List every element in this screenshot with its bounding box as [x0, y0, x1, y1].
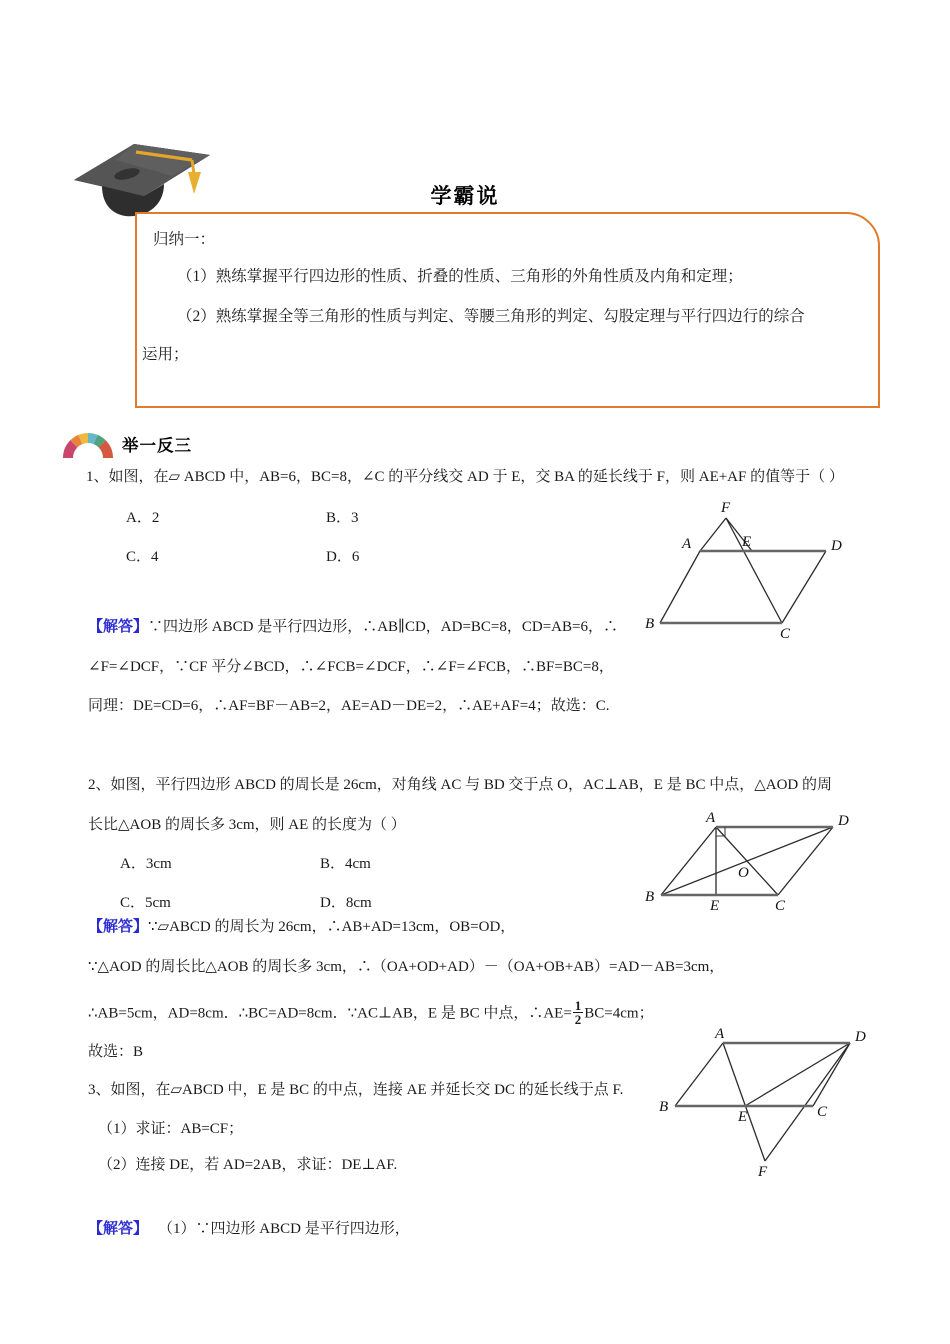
question-3-part-1: （1）求证：AB=CF；: [98, 1121, 244, 1137]
page-title: 学霸说: [430, 184, 500, 208]
figure-3-label-F: F: [758, 1164, 768, 1180]
question-1-option-c[interactable]: C．4: [126, 549, 159, 565]
graduation-cap-icon: [72, 138, 212, 218]
answer-label: 【解答】: [88, 919, 149, 935]
answer-label: 【解答】: [88, 619, 149, 635]
callout-heading: 归纳一：: [153, 231, 216, 248]
question-2-stem-line-2: 长比△AOB 的周长多 3cm，则 AE 的长度为（ ）: [88, 817, 406, 833]
question-1-solution-line-1: [88, 620, 618, 635]
summary-callout-box: [135, 212, 880, 408]
callout-item-2: （2）熟练掌握全等三角形的性质与判定、等腰三角形的判定、勾股定理与平行四边行的综合: [177, 308, 805, 325]
solution-text-part-a: ∴AB=5cm，AD=8cm．∴BC=AD=8cm．∵AC⊥AB，E 是 BC 中点，∴AE=: [88, 1005, 572, 1022]
question-2-option-b[interactable]: B．4cm: [320, 856, 371, 872]
question-2-option-a[interactable]: A．3cm: [120, 856, 172, 872]
question-1-option-a[interactable]: A．2: [126, 510, 160, 526]
question-1-solution-line-2: ∠F=∠DCF，∵CF 平分∠BCD，∴∠FCB=∠DCF，∴∠F=∠FCB，∴BF=BC=8，: [88, 659, 614, 675]
solution-text: ∵▱ABCD 的周长为 26cm，∴AB+AD=13cm，OB=OD，: [148, 919, 516, 935]
question-2-solution-line-2: ∵△AOD 的周长比△AOB 的周长多 3cm，∴（OA+OD+AD）－（OA+OB+AB）=AD－AB=3cm，: [88, 959, 725, 975]
question-1-solution-line-3: 同理：DE=CD=6，∴AF=BF－AB=2，AE=AD－DE=2，∴AE+AF=4；故选：C.: [88, 698, 610, 714]
callout-item-1: （1）熟练掌握平行四边形的性质、折叠的性质、三角形的外角性质及内角和定理；: [177, 268, 743, 285]
question-1-option-d[interactable]: D．6: [326, 549, 360, 565]
question-2-solution-line-3: [88, 999, 654, 1027]
figure-1-label-B: B: [645, 616, 655, 632]
callout-item-3: 运用；: [142, 346, 189, 363]
figure-1-label-D: D: [831, 538, 842, 554]
question-2-option-c[interactable]: C．5cm: [120, 895, 171, 911]
solution-text-part-b: BC=4cm；: [584, 1005, 654, 1022]
figure-3-label-A: A: [715, 1028, 725, 1042]
question-2-choice: 故选：B: [88, 1044, 144, 1060]
answer-label: 【解答】: [88, 1221, 149, 1237]
figure-3-label-D: D: [855, 1029, 866, 1045]
solution-text: （1）∵四边形 ABCD 是平行四边形，: [158, 1221, 410, 1237]
figure-1-label-F: F: [721, 500, 731, 516]
question-3-solution-line-1: [88, 1222, 410, 1237]
rainbow-arc-icon: [60, 430, 116, 460]
figure-1-label-E: E: [742, 534, 752, 550]
figure-2-label-O: O: [738, 865, 749, 881]
figure-2-label-B: B: [645, 889, 655, 905]
question-1-option-b[interactable]: B．3: [326, 510, 359, 526]
figure-3-label-C: C: [817, 1104, 828, 1120]
question-2-option-d[interactable]: D．8cm: [320, 895, 372, 911]
figure-2-label-A: A: [706, 810, 716, 826]
question-3-stem: 3、如图，在▱ABCD 中，E 是 BC 的中点，连接 AE 并延长交 DC 的延长线于点 F.: [88, 1082, 624, 1098]
figure-3-label-E: E: [738, 1109, 748, 1125]
figure-1-label-A: A: [682, 536, 692, 552]
question-3-figure: [645, 1028, 895, 1188]
section-title: 举一反三: [122, 436, 192, 455]
question-2-solution-line-1: [88, 920, 515, 935]
solution-text: ∵四边形 ABCD 是平行四边形，∴AB∥CD，AD=BC=8，CD=AB=6，∴: [148, 619, 618, 635]
question-1-figure: [630, 498, 860, 643]
figure-2-label-C: C: [775, 898, 786, 914]
question-1-stem: 1、如图，在▱ ABCD 中，AB=6，BC=8，∠C 的平分线交 AD 于 E，交 BA 的延长线于 F，则 AE+AF 的值等于（ ）: [86, 469, 844, 485]
question-3-part-2: （2）连接 DE，若 AD=2AB，求证：DE⊥AF.: [98, 1157, 398, 1173]
question-2-figure: [628, 805, 878, 920]
figure-3-label-B: B: [659, 1099, 669, 1115]
figure-1-label-C: C: [780, 626, 791, 642]
fraction-one-half: $\frac{1}{2}$: [574, 998, 582, 1028]
question-2-stem-line-1: 2、如图，平行四边形 ABCD 的周长是 26cm，对角线 AC 与 BD 交于点 O，AC⊥AB，E 是 BC 中点，△AOD 的周: [88, 777, 832, 793]
figure-2-label-D: D: [838, 813, 849, 829]
figure-2-label-E: E: [710, 898, 720, 914]
